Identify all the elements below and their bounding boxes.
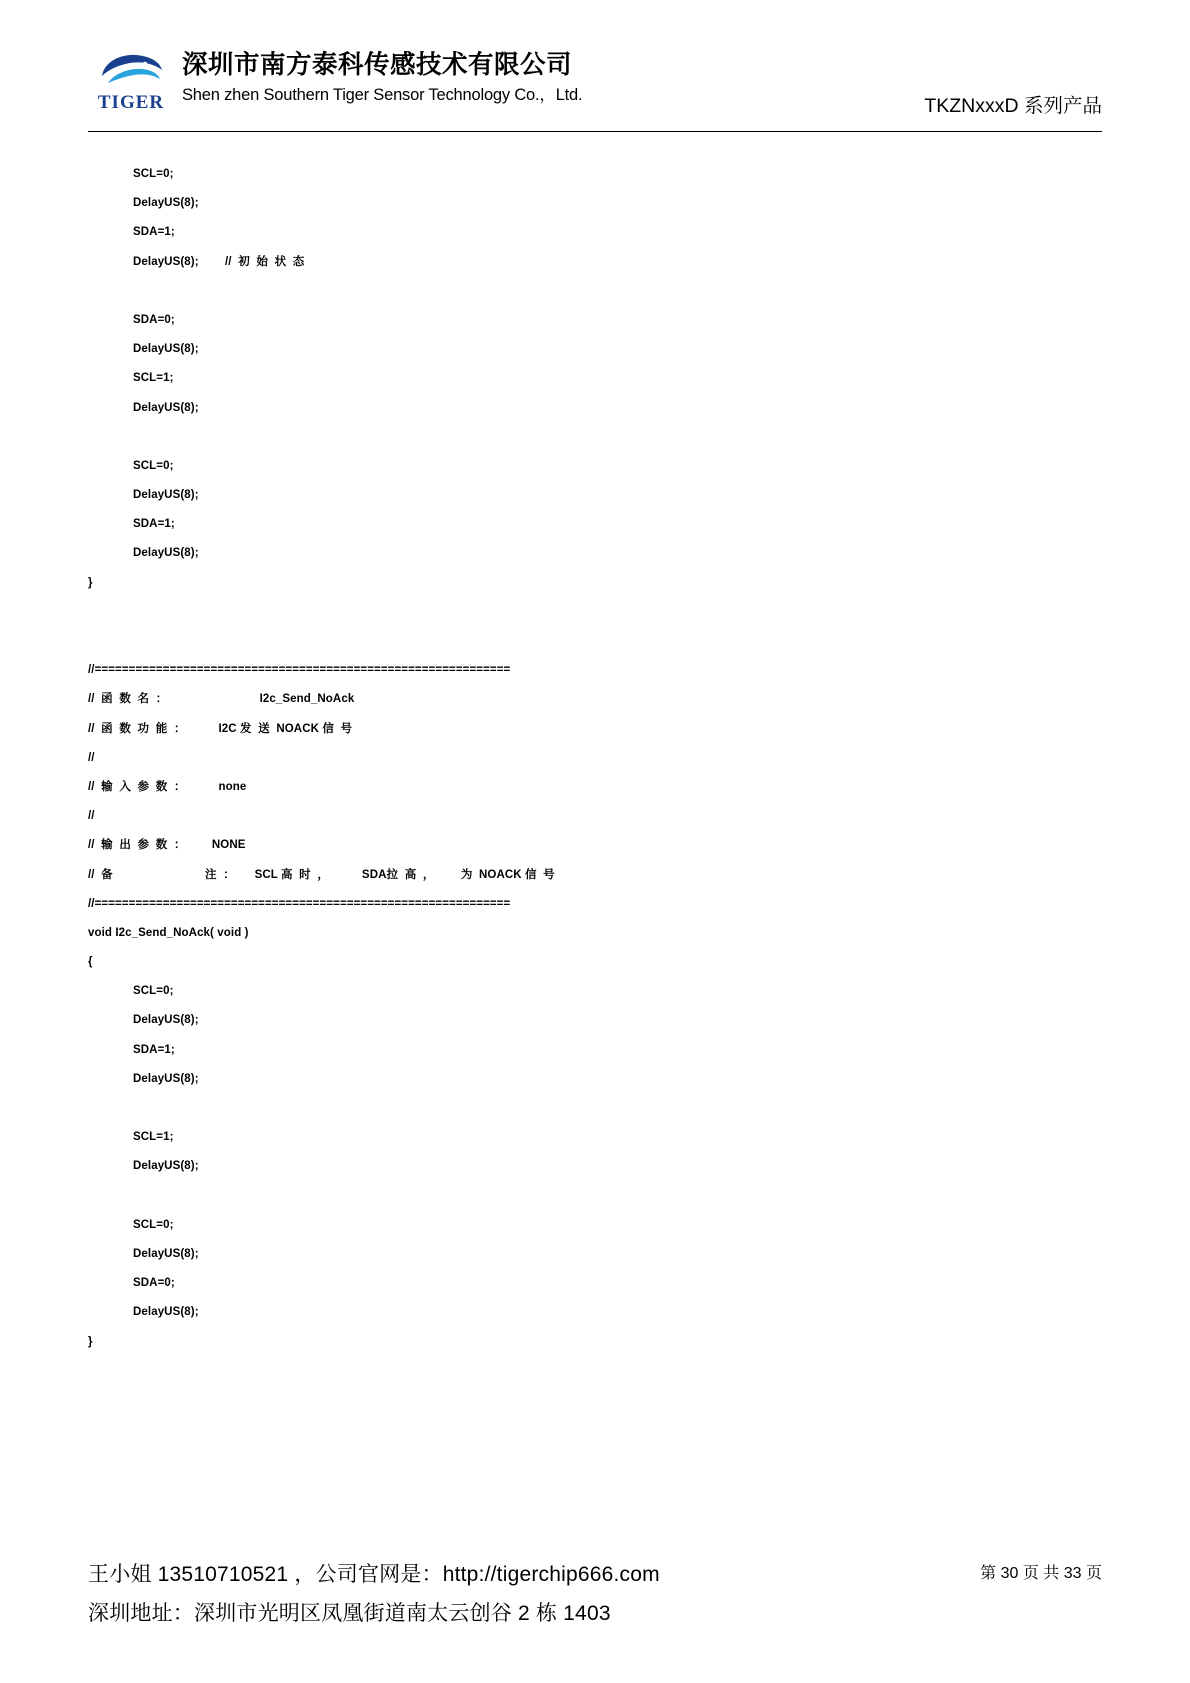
code-line-blank	[88, 598, 1102, 627]
footer-contact-line: 王小姐 13510710521 ，公司官网是：http://tigerchip666.com	[88, 1563, 660, 1586]
company-name-en: Shen zhen Southern Tiger Sensor Technology Co.，Ltd.	[182, 86, 583, 104]
code-line: }	[88, 1335, 93, 1348]
code-line: SDA=1;	[133, 226, 175, 239]
code-line: SCL=0;	[133, 459, 174, 472]
code-line: }	[88, 576, 93, 589]
code-line-blank	[88, 277, 1102, 306]
code-line: SCL=1;	[133, 1131, 174, 1144]
code-line: void I2c_Send_NoAck( void )	[88, 926, 249, 939]
code-line: // 输 入 参 数 ： none	[88, 780, 247, 793]
code-line: {	[88, 956, 93, 969]
page-header	[88, 46, 1102, 128]
footer-contact-block	[88, 1555, 660, 1633]
code-line: SCL=0;	[133, 985, 174, 998]
page-number: 第 30 页 共 33 页	[980, 1565, 1102, 1582]
code-line: // 函 数 名 ： I2c_Send_NoAck	[88, 693, 355, 706]
code-line: DelayUS(8);	[133, 1072, 199, 1085]
code-line: DelayUS(8);	[133, 489, 199, 502]
code-line: DelayUS(8);	[133, 1247, 199, 1260]
code-line: SDA=0;	[133, 313, 175, 326]
code-line: DelayUS(8); // 初 始 状 态	[133, 255, 305, 268]
header-divider	[88, 131, 1102, 132]
code-line: DelayUS(8);	[133, 1306, 199, 1319]
code-line: //=============================================================	[88, 664, 511, 677]
code-line: SDA=0;	[133, 1277, 175, 1290]
code-line: DelayUS(8);	[133, 1014, 199, 1027]
code-listing	[88, 160, 1102, 1357]
footer-address-line: 深圳地址：深圳市光明区凤凰街道南太云创谷 2 栋 1403	[88, 1602, 611, 1625]
document-series-label: TKZNxxxD 系列产品	[924, 95, 1102, 117]
code-line: DelayUS(8);	[133, 547, 199, 560]
logo-wordmark: TIGER	[97, 92, 165, 113]
code-line: SCL=0;	[133, 168, 174, 180]
code-line: //	[88, 751, 95, 764]
code-line-blank	[88, 1182, 1102, 1211]
code-line: SDA=1;	[133, 518, 175, 531]
code-line: DelayUS(8);	[133, 401, 199, 414]
code-line-blank	[88, 627, 1102, 656]
code-line: //	[88, 810, 95, 823]
code-line-blank	[88, 423, 1102, 452]
tiger-logo-icon	[98, 52, 164, 92]
code-line: // 备 注 ： SCL 高 时 ， SDA拉 高 ， 为 NOACK 信 号	[88, 868, 555, 881]
code-line: DelayUS(8);	[133, 343, 199, 356]
code-line: // 输 出 参 数 ： NONE	[88, 839, 246, 852]
company-logo	[88, 46, 174, 113]
code-line: //=============================================================	[88, 897, 511, 910]
code-line: DelayUS(8);	[133, 1160, 199, 1173]
code-line: DelayUS(8);	[133, 197, 199, 210]
code-line: SDA=1;	[133, 1043, 175, 1056]
company-name-cn: 深圳市南方泰科传感技术有限公司	[182, 51, 573, 79]
code-line: SCL=0;	[133, 1218, 174, 1231]
company-name-block	[174, 46, 924, 108]
page-footer	[88, 1555, 1102, 1633]
code-line: SCL=1;	[133, 372, 174, 385]
code-line: // 函 数 功 能 ： I2C 发 送 NOACK 信 号	[88, 722, 353, 735]
code-line-blank	[88, 1094, 1102, 1123]
